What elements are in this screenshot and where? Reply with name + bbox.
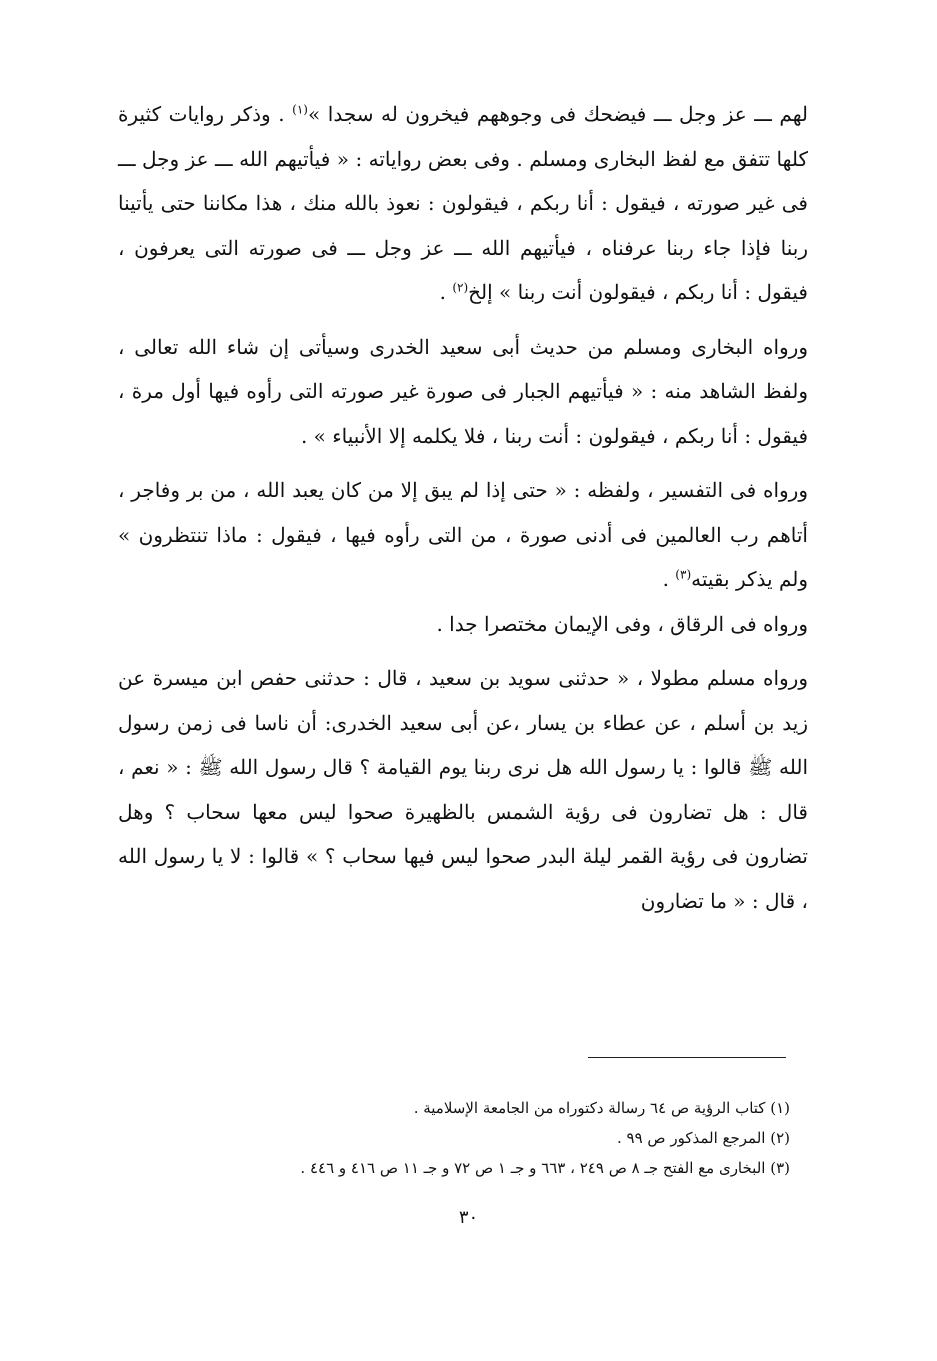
footnote-2: (٢) المرجع المذكور ص ٩٩ .	[616, 1129, 790, 1147]
footnote-ref-2: (٢)	[452, 280, 469, 295]
footnote-divider	[588, 1057, 786, 1058]
footnote-ref-3: (٣)	[675, 567, 692, 582]
footnote-3: (٣) البخارى مع الفتح جـ ٨ ص ٢٤٩ ، ٦٦٣ و جـ ١ ص ٧٢ و جـ ١١ ص ٤١٦ و ٤٤٦ .	[300, 1159, 790, 1177]
paragraph-1-text-3: .	[439, 280, 453, 304]
paragraph-4: ورواه فى الرقاق ، وفى الإيمان مختصرا جدا .	[436, 611, 808, 636]
paragraph-1-text: لهم ـــ عز وجل ـــ فيضحك فى وجوههم فيخرون له سجدا »	[307, 102, 809, 126]
paragraph-3	[118, 468, 808, 602]
paragraph-1	[118, 92, 808, 315]
paragraph-3-text: ورواه فى التفسير ، ولفظه : « حتى إذا لم يبق إلا من كان يعبد الله ، من بر وفاجر ، أتاهم رب العالمين فى أدنى صورة ، من التى رأوه فيها ، فيقول : ماذا تنتظرون » ولم يذكر بقيته	[118, 478, 808, 591]
paragraph-3-text-2: .	[662, 567, 676, 591]
footnote-ref-1: (١)	[292, 102, 308, 117]
paragraph-5: ورواه مسلم مطولا ، « حدثنى سويد بن سعيد ، قال : حدثنى حفص ابن ميسرة عن زيد بن أسلم ، عن عطاء بن يسار ،عن أبى سعيد الخدرى: أن ناسا فى زمن رسول الله ﷺ قالوا : يا رسول الله هل نرى ربنا يوم القيامة ؟ قال رسول الله ﷺ : « نعم ، قال : هل تضارون فى رؤية الشمس بالظهيرة صحوا ليس معها سحاب ؟ وهل تضارون فى رؤية القمر ليلة البدر صحوا ليس فيها سحاب ؟ » قالوا : لا يا رسول الله ، قال : « ما تضارون	[118, 666, 808, 913]
page-number: ٣٠	[458, 1207, 479, 1228]
footnote-1: (١) كتاب الرؤية ص ٦٤ رسالة دكتوراه من الجامعة الإسلامية .	[413, 1099, 790, 1117]
footnotes	[118, 1093, 790, 1183]
paragraph-2: ورواه البخارى ومسلم من حديث أبى سعيد الخدرى وسيأتى إن شاء الله تعالى ، ولفظ الشاهد منه : « فيأتيهم الجبار فى صورة غير صورته التى رأوه فيها أول مرة ، فيقول : أنا ربكم ، فيقولون : أنت ربنا ، فلا يكلمه إلا الأنبياء » .	[118, 334, 808, 448]
paragraph-1-text-2: . وذكر روايات كثيرة كلها تتفق مع لفظ البخارى ومسلم . وفى بعض رواياته : « فيأتيهم الله ـــ عز وجل ـــ فى غير صورته ، فيقول : أنا ربكم ، فيقولون : نعوذ بالله منك ، هذا مكاننا حتى يأتينا ربنا فإذا جاء ربنا عرفناه ، فيأتيهم الله ـــ عز وجل ـــ فى صورته التى يعرفون ، فيقول : أنا ربكم ، فيقولون أنت ربنا » إلخ	[118, 102, 808, 304]
body-text	[118, 92, 808, 923]
